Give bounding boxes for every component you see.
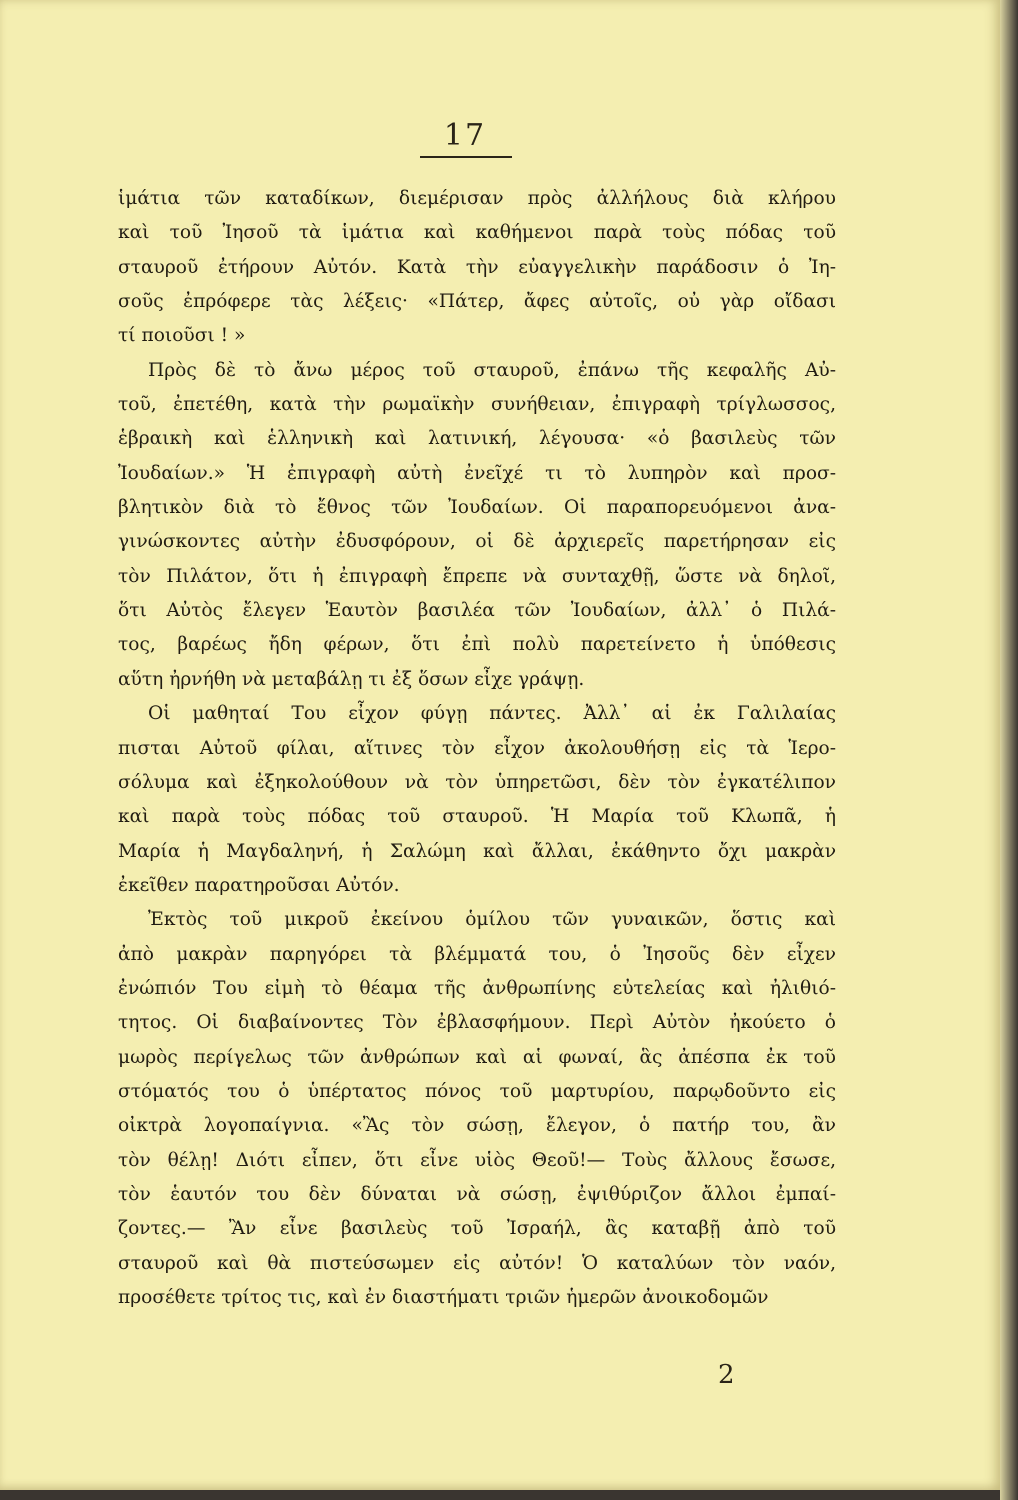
text-line: σόλυμα καὶ ἐξηκολούθουν νὰ τὸν ὑπηρετῶσι, δὲν τὸν ἐγκατέλιπον (118, 771, 836, 793)
text-line: Ἐκτὸς τοῦ μικροῦ ἐκείνου ὁμίλου τῶν γυναικῶν, ὅστις καὶ (148, 909, 836, 931)
text-line: σταυροῦ ἐτήρουν Αὐτόν. Κατὰ τὴν εὐαγγελικὴν παράδοσιν ὁ Ἰη- (118, 256, 836, 278)
text-line: ἱμάτια τῶν καταδίκων, διεμέρισαν πρὸς ἀλλήλους διὰ κλήρου (118, 188, 836, 209)
text-line: ἑβραικὴ καὶ ἑλληνικὴ καὶ λατινική, λέγουσα· «ὁ βασιλεὺς τῶν (118, 428, 836, 450)
paragraph (118, 697, 836, 903)
text-line: τὸν θέλῃ! Διότι εἶπεν, ὅτι εἶνε υἱὸς Θεοῦ!— Τοὺς ἄλλους ἔσωσε, (118, 1149, 836, 1171)
text-line: οἰκτρὰ λογοπαίγνια. «Ἂς τὸν σώσῃ, ἔλεγον, ὁ πατήρ του, ἂν (118, 1115, 836, 1137)
text-line: σοῦς ἐπρόφερε τὰς λέξεις· «Πάτερ, ἄφες αὐτοῖς, οὐ γὰρ οἴδασι (118, 291, 836, 313)
signature-mark: 2 (718, 1360, 735, 1390)
page-number: 17 (443, 118, 487, 153)
text-line: προσέθετε τρίτος τις, καὶ ἐν διαστήματι τριῶν ἡμερῶν ἀνοικοδομῶν (118, 1287, 769, 1308)
text-line: ἐνώπιόν Του εἰμὴ τὸ θέαμα τῆς ἀνθρωπίνης εὐτελείας καὶ ἠλιθιό- (118, 977, 836, 999)
text-line: Οἱ μαθηταί Του εἶχον φύγῃ πάντες. Ἀλλ᾽ αἱ ἐκ Γαλιλαίας (148, 703, 836, 725)
text-line: αὕτη ἠρνήθη νὰ μεταβάλῃ τι ἐξ ὅσων εἶχε γράψῃ. (118, 668, 585, 690)
text-line: τί ποιοῦσι ! » (118, 325, 246, 347)
text-line: τητος. Οἱ διαβαίνοντες Τὸν ἐβλασφήμουν. Περὶ Αὐτὸν ἠκούετο ὁ (118, 1012, 836, 1034)
text-line: τὸν ἑαυτόν του δὲν δύναται νὰ σώσῃ, ἐψιθύριζον ἄλλοι ἐμπαί- (118, 1183, 836, 1205)
paragraph (118, 354, 836, 697)
text-line: Ἰουδαίων.» Ἡ ἐπιγραφὴ αὐτὴ ἐνεῖχέ τι τὸ λυπηρὸν καὶ προσ- (118, 462, 836, 484)
text-line: ἀπὸ μακρὰν παρηγόρει τὰ βλέμματά του, ὁ Ἰησοῦς δὲν εἶχεν (118, 943, 836, 965)
text-line: ζοντες.— Ἂν εἶνε βασιλεὺς τοῦ Ἰσραήλ, ἂς καταβῇ ἀπὸ τοῦ (118, 1218, 836, 1240)
text-line: μωρὸς περίγελως τῶν ἀνθρώπων καὶ αἱ φωναί, ἃς ἀπέσπα ἐκ τοῦ (118, 1046, 836, 1068)
text-line: τοῦ, ἐπετέθη, κατὰ τὴν ρωμαϊκὴν συνήθειαν, ἐπιγραφὴ τρίγλωσσος, (118, 394, 836, 416)
text-line: βλητικὸν διὰ τὸ ἔθνος τῶν Ἰουδαίων. Οἱ παραπορευόμενοι ἀνα- (118, 497, 836, 519)
text-line: στόματός του ὁ ὑπέρτατος πόνος τοῦ μαρτυρίου, παρῳδοῦντο εἰς (118, 1080, 836, 1102)
text-line: γινώσκοντες αὐτὴν ἐδυσφόρουν, οἱ δὲ ἀρχιερεῖς παρετήρησαν εἰς (118, 531, 836, 553)
text-line: σταυροῦ καὶ θὰ πιστεύσωμεν εἰς αὐτόν! Ὁ καταλύων τὸν ναόν, (118, 1252, 836, 1274)
text-line: καὶ παρὰ τοὺς πόδας τοῦ σταυροῦ. Ἡ Μαρία τοῦ Κλωπᾶ, ἡ (118, 806, 836, 828)
text-line: καὶ τοῦ Ἰησοῦ τὰ ἱμάτια καὶ καθήμενοι παρὰ τοὺς πόδας τοῦ (118, 222, 836, 244)
page-edge (1000, 0, 1018, 1500)
paragraph (118, 903, 836, 1315)
text-line: Πρὸς δὲ τὸ ἄνω μέρος τοῦ σταυροῦ, ἐπάνω τῆς κεφαλῆς Αὐ- (148, 359, 836, 381)
text-line: ἐκεῖθεν παρατηροῦσαι Αὐτόν. (118, 874, 400, 896)
text-line: πισται Αὐτοῦ φίλαι, αἵτινες τὸν εἶχον ἀκολουθήσῃ εἰς τὰ Ἱερο- (118, 737, 836, 759)
text-line: ὅτι Αὐτὸς ἔλεγεν Ἑαυτὸν βασιλέα τῶν Ἰουδαίων, ἀλλ᾽ ὁ Πιλά- (118, 600, 836, 622)
text-line: τὸν Πιλάτον, ὅτι ἡ ἐπιγραφὴ ἔπρεπε νὰ συνταχθῇ, ὥστε νὰ δηλοῖ, (118, 565, 836, 587)
text-line: Μαρία ἡ Μαγδαληνή, ἡ Σαλώμη καὶ ἄλλαι, ἐκάθηντο ὄχι μακρὰν (118, 840, 836, 862)
page-number-rule (420, 156, 512, 158)
text-line: τος, βαρέως ἤδη φέρων, ὅτι ἐπὶ πολὺ παρετείνετο ἡ ὑπόθεσις (118, 634, 836, 656)
body-text (118, 182, 836, 1315)
paragraph (118, 182, 836, 354)
